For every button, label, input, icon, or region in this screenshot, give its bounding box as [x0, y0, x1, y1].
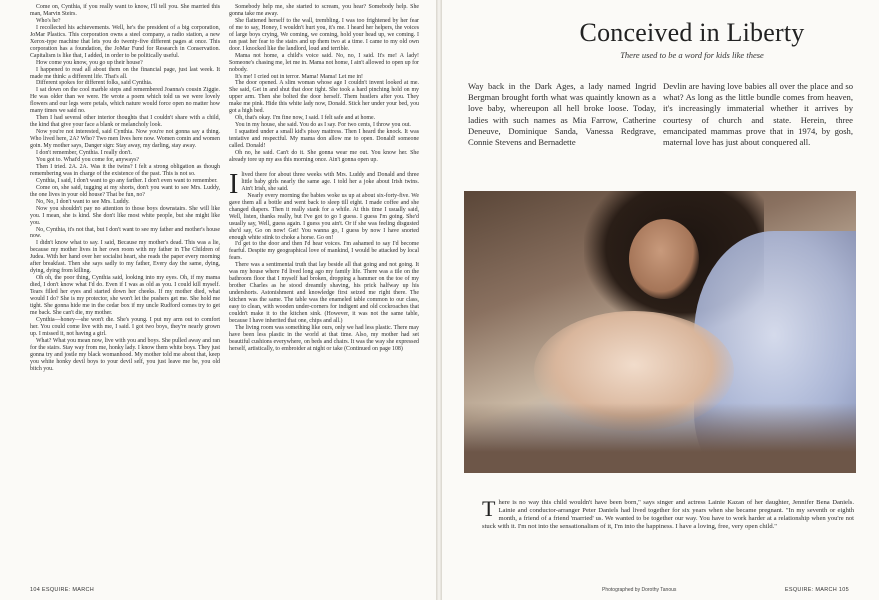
paragraph: No, Cynthia, it's not that, but I don't want to see my father and mother's house now. [30, 226, 220, 240]
paragraph: Now you shouldn't pay no attention to those boys downstairs. She will like you. I mean, she is kind. She don't like most white people, but she might like you. [30, 205, 220, 226]
paragraph: Different spokes for different folks, said Cynthia. [36, 80, 153, 87]
article-subtitle: There used to be a word for kids like these [620, 50, 764, 60]
paragraph: There was a sentimental truth that lay beside all that going and not going. It was my house where I'd lived long ago my family life. There was a tile on the bathroom floor that I myself had broken, dropping a hammer on the toe of my brother Charles as he stood dreamily shaving, his prick halfway up his undershorts. Astonishment and knowledge first seized me right there. The kitchen was the same. The table was the enameled table common to our class, easy to clean, with wooden under-corners for indigent and old cockroaches that couldn't make it to the kitchen sink. (However, it was not the same table, because I have inherited that one, chips and all.) [229, 262, 419, 324]
paragraph: Now you're not interested, said Cynthia. Now you're not gonna say a thing. Who lived here, 2A? Who? Two men lives here now. Women comin and women goin. My mother says, Danger sign: Stay away, my darling, stay away. [30, 129, 220, 150]
paragraph: Then I tried. 2A. 2A. Was it the twins? I felt a strong obligation as though remembering was in charge of the existence of the past. This is not so. [30, 163, 220, 177]
paragraph: Nearly every morning the babies woke us up at about six-forty-five. We gave them all a bottle and went back to sleep till eight. I made coffee and she changed diapers. Then it really stank for a while. At this time I usually said, Well, listen, thanks really, but I've got to go I guess. I guess I'm going. She'd usually say, Well, guess again. I guess you ain't. Or if she was feeling disgusted she'd say, Go on now! Get! You wanna go, I guess by now I have snorted enough white stink to choke a horse. Go on! [229, 192, 419, 241]
left-column-2 [229, 4, 419, 353]
paragraph: Oh oh, the poor thing, Cynthia said, looking into my eyes. Oh, if my mama died, I don't know what I'd do. Even if I was as old as you. I could kill myself. Tears filled her eyes and started down her cheeks. If my mother died, what would I do? She is my protector, she won't let the pushers get me. She hold me tight. She gonna hide me in the cedar box if my uncle Rudford comes try to get me back. She can't die, my mother. [30, 275, 220, 316]
paragraph: I didn't know what to say. I said, Because my mother's dead. This was a lie, because my mother lives in her own room with my father in The Children of Judea. With her hand over her socialist heart, she reads the paper every morning after breakfast. Then she says sadly to my father, Every day the same, dying, dying, dying from killing. [30, 240, 220, 275]
paragraph: I happened to read all about them on the financial page, just last week. It made me think: a different life. That's all. [30, 66, 220, 80]
paragraph: Oh, that's okay. I'm fine now, I said. I felt safe and at home. [235, 115, 376, 122]
paragraph: The door opened. A slim woman whose age I couldn't invent looked at me. She said, Get in and shut that door tight. She took a hard pinching hold on my upper arm. Then she bolted the door herself. Them hustlers after you. They make me pink. Hide this white lady now, Donald. Stick her under your bed, you got a high bed. [229, 80, 419, 115]
paragraph: I sat down on the cool marble steps and remembered Joanna's cousin Ziggie. He was older than we were. He wrote a poem which told us we were lovely flowers and our legs were petals, which nature would force open no matter how many times we said no. [30, 87, 220, 115]
caption-drop-cap: T [482, 496, 496, 521]
paragraph: I don't remember, Cynthia. I really don't. [36, 150, 132, 157]
lead-column-2: Devlin are having love babies all over the place and so what? As long as the little bundle comes from heaven, it's increasingly immaterial whether it arrives by courtesy of church and state. Herein, three emancipated mammas prove that in 1974, by gosh, maternal love has just about conquered all. [663, 81, 853, 148]
photo-caption [482, 496, 854, 531]
paragraph: Mama not home, a child's voice said. No, no, I said. It's me! A lady! Someone's chasing me, let me in. Mama not home, I ain't allowed to open up for nobody. [229, 52, 419, 73]
paragraph: What? What you mean now, live with you and boys. She pulled away and ran for the stairs. Stay way from me, honky lady. I know them white boys. They just gonna try and jostle my black womanhood. My mother told me about that, keep you white honky devil boys to your devil self, you just leave me be, you old bitch you. [30, 337, 220, 372]
paragraph-text: lived there for about three weeks with Mrs. Luddy and Donald and three little baby girls nearly the same age. I told her a joke about Irish twins. Ain't Irish, she said. [241, 171, 419, 192]
paragraph: Somebody help me, she started to scream, you hear? Somebody help. She gonna take me away. [229, 4, 419, 17]
caption-text: here is no way this child wouldn't have been born," says singer and actress Lainie Kazan of her daughter, Jennifer Bena Daniels. Lainie and conductor-arranger Peter Daniels had lived together for six years when she became pregnant. "In my seventh or eighth month, a friend of a friend 'married' us. We wanted to be together our way. You have to work harder at a relationship when you're not stuck with it. I'm not into the sensationalism of it, I'm into the happiness. I have a loving, free, very open child." [482, 499, 854, 531]
right-page [442, 0, 879, 600]
page-folio-right: ESQUIRE: MARCH 105 [784, 587, 849, 593]
paragraph: Cynthia, I said, I don't want to go any farther. I don't even want to remember. [36, 177, 218, 184]
mother-and-child-photo [464, 191, 856, 473]
paragraph: I'd get to the door and then I'd hear voices. I'm ashamed to say I'd become fearful. Despite my geographical love of mankind, I would be attacked by local fears. [229, 241, 419, 262]
paragraph: Oh no, he said. Can't do it. She gonna wear me out. You know her. She already tore up my ass this morning once. Ain't gonna open up. [229, 150, 419, 163]
paragraph: Then I had several other interior thoughts that I couldn't share with a child, the kind that give your face a blank or melancholy look. [30, 115, 220, 129]
photo-floor-shape [464, 403, 856, 473]
paragraph: Who's he? [36, 17, 61, 24]
left-column-1 [30, 4, 220, 373]
paragraph: I squatted under a small kid's pissy mattress. Then I heard the knock. It was tentative and respectful. My mama don allow me to open. Donald! someone called. Donald! [229, 129, 419, 150]
paragraph: You in my house, she said. You do as I say. For two cents, I throw you out. [235, 122, 411, 129]
article-title: Conceived in Liberty [579, 18, 805, 47]
drop-cap: I [229, 168, 239, 200]
paragraph: Come on, Cynthia, if you really want to know, I'll tell you. She married this man, Marvin Steirs. [30, 4, 220, 17]
section-break-paragraph [229, 168, 419, 200]
paragraph: It's me! I cried out in terror. Mama! Mama! Let me in! [235, 73, 363, 80]
paragraph: You got to. What'd you come for, anyways? [36, 156, 140, 163]
photo-credit: Photographed by Dorothy Tanous [602, 587, 677, 593]
photo-face-shape [629, 219, 699, 299]
lead-column-1: Way back in the Dark Ages, a lady named Ingrid Bergman brought forth what was quaintly known as a love baby, whereupon all hell broke loose. Today, ladies with such names as Mia Farrow, Catherine Deneuve, Dominique Sanda, Vanessa Redgrave, Connie Stevens and Bernadette [468, 81, 656, 148]
paragraph: No, No, I don't want to see Mrs. Luddy. [36, 198, 130, 205]
left-page [0, 0, 436, 600]
page-folio-left: 104 ESQUIRE: MARCH [30, 587, 95, 593]
paragraph: The living room was something like ours, only we had less plastic. There may have been less plastic in the world at that time. Also, my mother had set beautiful cushions everywhere, on beds and chairs. It was the way she expressed herself, artistically, to embroider at night or take (Continued on page 108) [229, 324, 419, 352]
paragraph: I recollected his achievements. Well, he's the president of a big corporation, JoMar Plastics. This corporation owns a steel company, a radio station, a new Xerox-type machine that lets you do twenty-five different pages at once. This corporation has a foundation, the JoMar Fund for Research in Conservation. Capitalism is like that, I added, in order to be politically useful. [30, 24, 220, 59]
paragraph: She flattened herself to the wall, trembling. I was too frightened by her fear of me to say, Honey, I wouldn't hurt you, it's me. I heard her helpers, the voices of large boys crying, We coming, we coming, hold your head up, we coming. I ran past her fear to the stairs and up them two at a time. I came to my old own door. I knocked like the landlord, loud and terrible. [229, 17, 419, 52]
paragraph: Cynthia—honey—she won't die. She's young. I put my arm out to comfort her. You could come live with me, I said. I got two boys, they're nearly grown up. I missed it, not having a girl. [30, 316, 220, 337]
paragraph: How come you know, you go up their house? [36, 59, 143, 66]
paragraph: Come on, she said, tugging at my shorts, don't you want to see Mrs. Luddy, the one lives in your old house? That be fun, no? [30, 184, 220, 198]
